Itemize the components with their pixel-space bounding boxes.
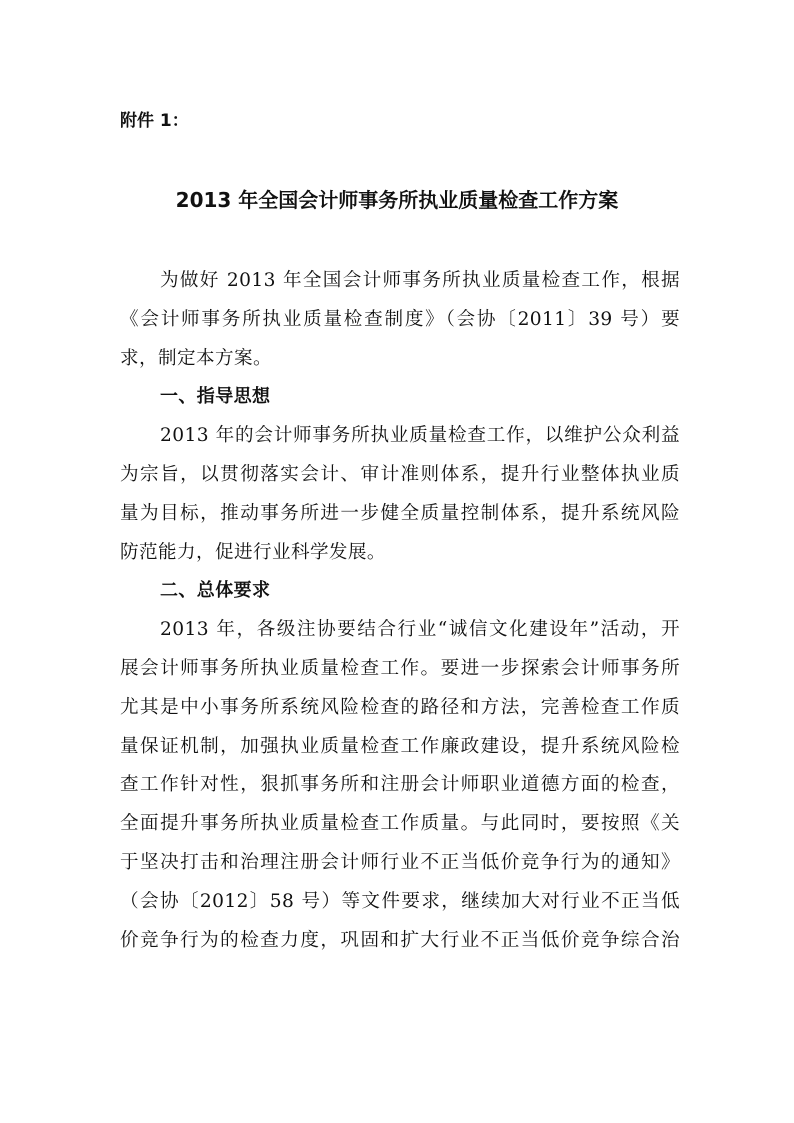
document-title: 2013 年全国会计师事务所执业质量检查工作方案: [175, 188, 619, 212]
section2-line: 尤其是中小事务所系统风险检查的路径和方法，完善检查工作质: [120, 696, 680, 718]
section2-line: 量保证机制，加强执业质量检查工作廉政建设，提升系统风险检: [120, 735, 680, 757]
intro-line: 为做好 2013 年全国会计师事务所执业质量检查工作，根据: [160, 270, 680, 291]
attachment-label: 附件 1：: [120, 111, 189, 131]
section2-line: 查工作针对性，狠抓事务所和注册会计师职业道德方面的检查，: [120, 774, 680, 796]
section-heading-guiding-ideology: 一、指导思想: [160, 386, 271, 408]
section-heading-general-requirements: 二、总体要求: [160, 580, 271, 602]
section2-line: 全面提升事务所执业质量检查工作质量。与此同时，要按照《关: [120, 813, 680, 835]
section2-line: 展会计师事务所执业质量检查工作。要进一步探索会计师事务所: [120, 657, 680, 679]
section1-line: 量为目标，推动事务所进一步健全质量控制体系，提升系统风险: [120, 502, 680, 524]
section1-line: 2013 年的会计师事务所执业质量检查工作，以维护公众利益: [160, 425, 680, 447]
section2-line: 于坚决打击和治理注册会计师行业不正当低价竞争行为的通知》: [120, 851, 680, 873]
section2-line: 价竞争行为的检查力度，巩固和扩大行业不正当低价竞争综合治: [120, 929, 680, 951]
intro-line: 《会计师事务所执业质量检查制度》（会协〔2011〕39 号）要: [120, 308, 680, 330]
section1-line: 为宗旨，以贯彻落实会计、审计准则体系，提升行业整体执业质: [120, 463, 680, 485]
section2-line: （会协〔2012〕58 号）等文件要求，继续加大对行业不正当低: [120, 890, 680, 912]
document-body: [120, 262, 680, 960]
intro-line: 求，制定本方案。: [120, 347, 272, 369]
section1-line: 防范能力，促进行业科学发展。: [120, 541, 386, 563]
section2-line: 2013 年，各级注协要结合行业“诚信文化建设年”活动，开: [160, 619, 680, 641]
